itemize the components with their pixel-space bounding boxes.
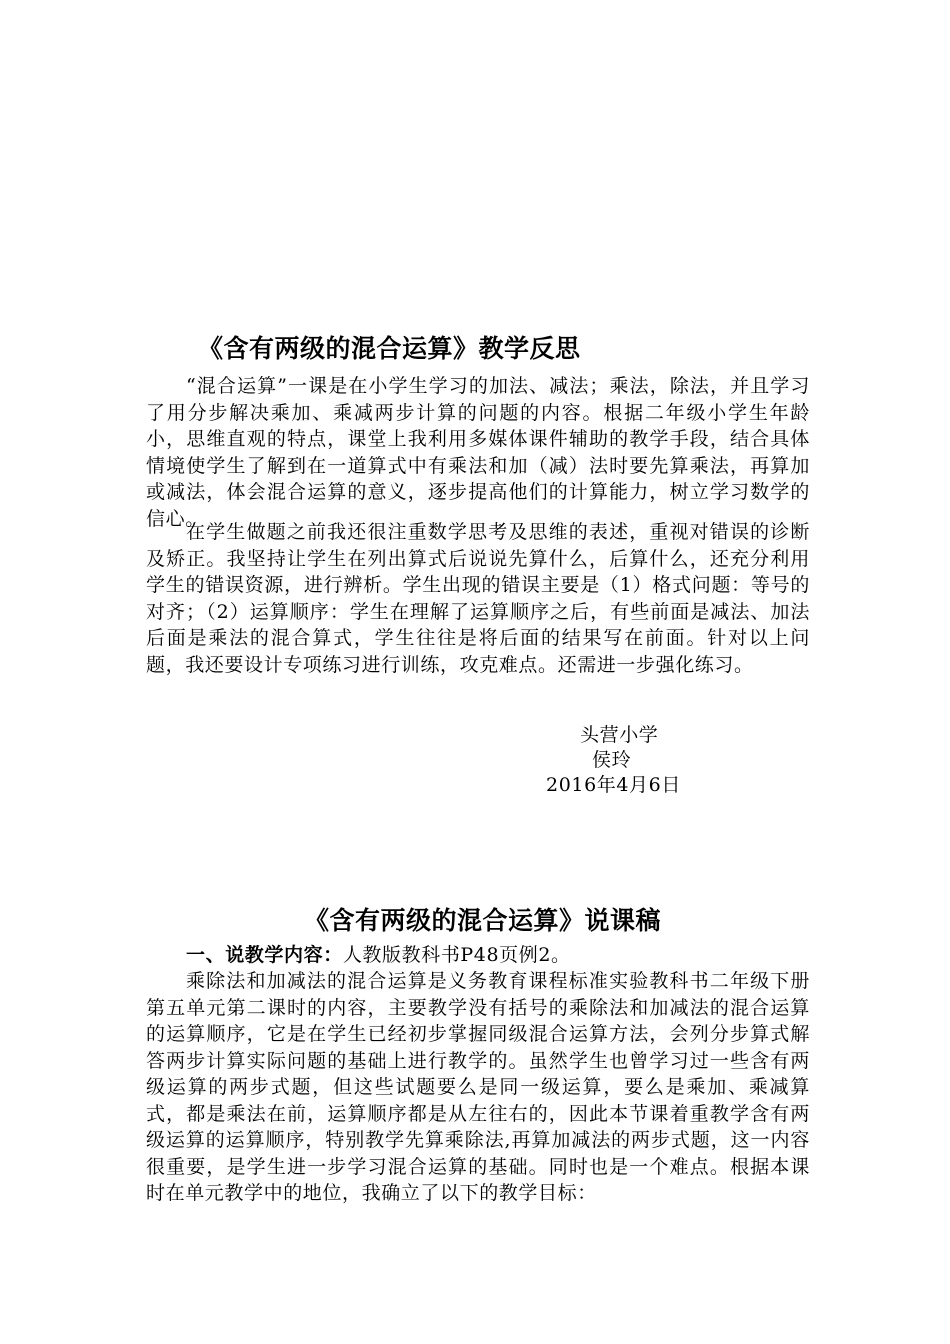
- signature-school: 头营小学: [580, 724, 659, 746]
- reflection-paragraph-1: “混合运算”一课是在小学生学习的加法、减法；乘法，除法，并且学习了用分步解决乘加、乘减两步计算的问题的内容。根据二年级小学生年龄小，思维直观的特点，课堂上我利用多媒体课件辅助的教学手段，结合具体情境使学生了解到在一道算式中有乘法和加（减）法时要先算乘法，再算加或减法，体会混合运算的意义，逐步提高他们的计算能力，树立学习数学的信心。: [146, 375, 810, 530]
- section-heading-line: [186, 942, 571, 968]
- lecture-paragraph: 乘除法和加减法的混合运算是义务教育课程标准实验教科书二年级下册第五单元第二课时的内容，主要教学没有括号的乘除法和加减法的混合运算的运算顺序，它是在学生已经初步掌握同级混合运算方法，会列分步算式解答两步计算实际问题的基础上进行教学的。虽然学生也曾学习过一些含有两级运算的两步式题，但这些试题要么是同一级运算，要么是乘加、乘减算式，都是乘法在前，运算顺序都是从左往右的，因此本节课着重教学含有两级运算的运算顺序，特别教学先算乘除法,再算加减法的两步式题，这一内容很重要，是学生进一步学习混合运算的基础。同时也是一个难点。根据本课时在单元教学中的地位，我确立了以下的教学目标：: [146, 970, 810, 1204]
- section-heading: 一、说教学内容：: [186, 944, 343, 966]
- signature-date: 2016年4月6日: [546, 774, 681, 796]
- reflection-paragraph-2: 在学生做题之前我还很注重数学思考及思维的表述，重视对错误的诊断及矫正。我坚持让学生在列出算式后说说先算什么，后算什么，还充分利用学生的错误资源，进行辨析。学生出现的错误主要是（1）格式问题：等号的对齐；（2）运算顺序：学生在理解了运算顺序之后，有些前面是减法、加法后面是乘法的混合算式，学生往往是将后面的结果写在前面。针对以上问题，我还要设计专项练习进行训练，攻克难点。还需进一步强化练习。: [146, 521, 810, 676]
- lecture-title: 《含有两级的混合运算》说课稿: [304, 906, 662, 935]
- reflection-title: 《含有两级的混合运算》教学反思: [198, 334, 581, 363]
- section-heading-text: 人教版教科书P48页例2。: [342, 944, 571, 966]
- signature-author: 侯玲: [592, 749, 632, 771]
